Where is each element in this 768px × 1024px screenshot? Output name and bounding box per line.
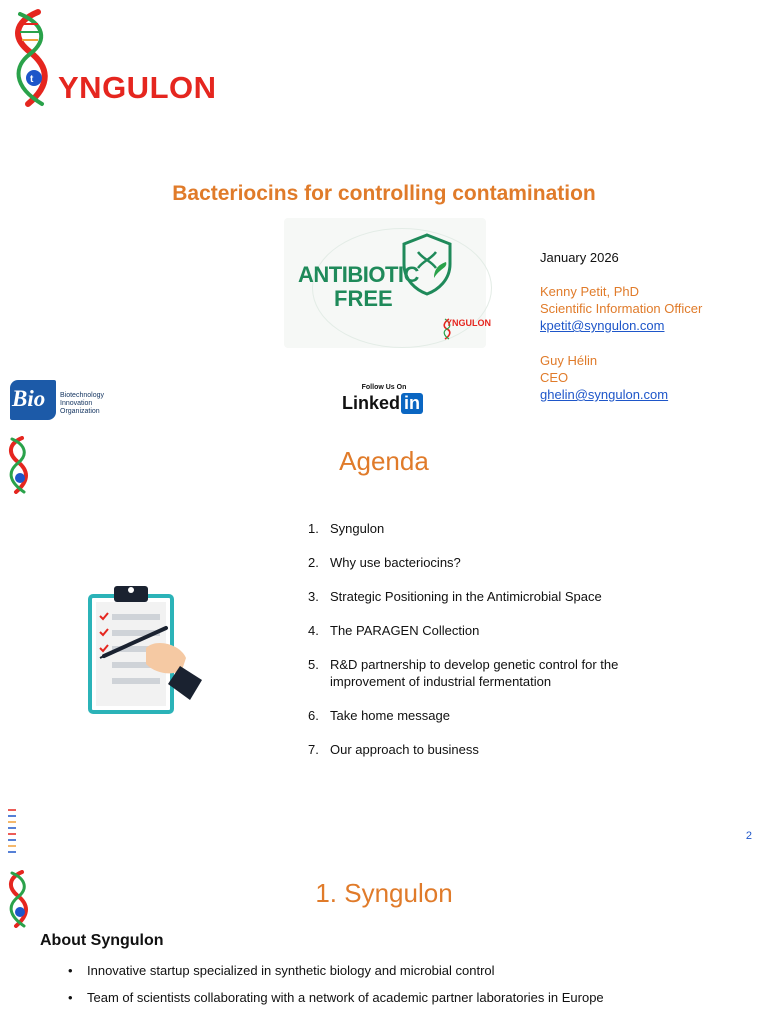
bullet-item: • Team of scientists collaborating with a network of academic partner laboratories in Europe — [68, 989, 604, 1006]
antibiotic-free-badge — [284, 218, 491, 348]
item-text: Our approach to business — [330, 742, 479, 757]
bio-logo-word: Bio — [12, 386, 46, 411]
date-block — [540, 249, 619, 266]
agenda-item — [308, 622, 648, 639]
agenda-item — [308, 588, 648, 605]
syngulon-logo — [8, 8, 218, 108]
agenda-slide — [0, 432, 768, 862]
item-text: The PARAGEN Collection — [330, 623, 480, 638]
contact-guy — [540, 352, 668, 403]
contact-email-link[interactable]: kpetit@syngulon.com — [540, 318, 665, 333]
contact-name: Guy Hélin — [540, 353, 598, 368]
item-number: 1. — [308, 521, 319, 536]
linkedin-in-box: in — [401, 393, 423, 414]
presentation-date: January 2026 — [540, 250, 619, 265]
bio-line: Organization — [60, 408, 100, 415]
item-number: 3. — [308, 589, 319, 604]
bio-logo-text — [60, 392, 104, 416]
item-number: 2. — [308, 555, 319, 570]
dna-strip-icon — [8, 808, 16, 856]
linkedin-follow-badge[interactable] — [342, 384, 432, 420]
svg-text:t: t — [30, 74, 34, 85]
slide-title: Bacteriocins for controlling contamination — [172, 182, 596, 205]
item-text: R&D partnership to develop genetic control for the improvement of industrial fermentation — [330, 657, 619, 689]
bullet-item: • Innovative startup specialized in synthetic biology and microbial control — [68, 962, 604, 979]
badge-line-1: ANTIBIOTIC — [298, 262, 419, 287]
contact-name: Kenny Petit, PhD — [540, 284, 639, 299]
agenda-item — [308, 707, 648, 724]
contact-role: Scientific Information Officer — [540, 301, 703, 316]
item-number: 4. — [308, 623, 319, 638]
badge-line-2: FREE — [334, 286, 393, 311]
contact-role: CEO — [540, 370, 569, 385]
section-subtitle: About Syngulon — [40, 932, 164, 949]
follow-us-label: Follow Us On — [361, 384, 407, 391]
item-number: 6. — [308, 708, 319, 723]
item-number: 5. — [308, 657, 319, 672]
item-text: Syngulon — [330, 521, 385, 536]
item-text: Take home message — [330, 708, 450, 723]
bullet-list — [68, 962, 604, 1016]
bio-line: Biotechnology — [60, 392, 104, 399]
agenda-item — [308, 554, 648, 571]
item-text: Why use bacteriocins? — [330, 555, 461, 570]
dna-helix-icon — [8, 8, 62, 108]
slide-title: Agenda — [339, 446, 429, 476]
linkedin-icon — [342, 393, 432, 414]
agenda-item — [308, 741, 648, 758]
item-number: 7. — [308, 742, 319, 757]
syngulon-slide — [0, 862, 768, 1024]
bio-line: Innovation — [60, 400, 93, 407]
page-number: 2 — [745, 830, 752, 842]
agenda-item — [308, 520, 648, 537]
agenda-item — [308, 656, 648, 690]
linkedin-word: Linked — [342, 393, 401, 413]
badge-brand: YNGULON — [446, 318, 491, 328]
item-text: Strategic Positioning in the Antimicrobial Space — [330, 589, 602, 604]
brand-wordmark: YNGULON — [58, 70, 217, 105]
agenda-list — [308, 520, 648, 775]
title-slide — [0, 0, 768, 432]
contact-email-link[interactable]: ghelin@syngulon.com — [540, 387, 669, 402]
clipboard-checklist-icon — [86, 584, 210, 718]
slide-title: 1. Syngulon — [315, 878, 453, 908]
bio-organization-logo — [10, 378, 110, 422]
contact-kenny — [540, 283, 702, 334]
